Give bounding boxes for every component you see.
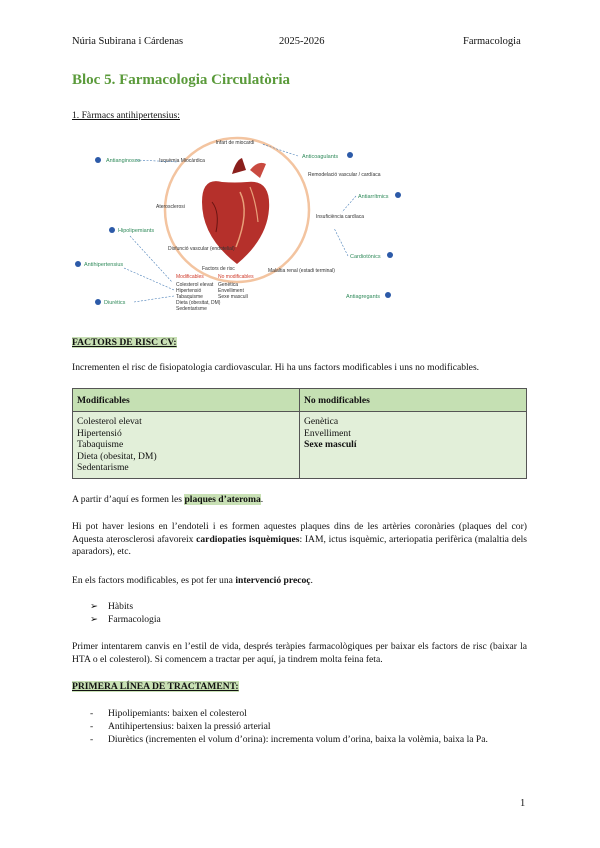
pill-icon: [395, 192, 401, 198]
pill-icon: [95, 157, 101, 163]
list-item: Colesterol elevat: [77, 416, 142, 427]
arrow-bullet-icon: ➢: [90, 614, 99, 625]
arrow-bullet-icon: ➢: [90, 601, 99, 612]
svg-text:Factors de risc: [202, 266, 235, 272]
pill-icon: [109, 227, 115, 233]
svg-text:Hipolipemiants: [118, 228, 154, 234]
svg-text:Sedentarisme: Sedentarisme: [176, 306, 207, 312]
drug-label: Cardiotònics: [350, 254, 381, 260]
paragraph-primer: Primer intentarem canvis en l’estil de vida, després teràpies farmacològiques per baixar els factors de risc (baixar la HTA o el colesterol). Si comencem a tractar per aquí, ja tindrem molta feina feta.: [72, 641, 527, 665]
drug-label: Diurètics: [104, 300, 126, 306]
svg-text:Aterosclerosi: [156, 204, 185, 210]
svg-text:Diurètics: [104, 300, 126, 306]
list-item: ➢ Farmacologia: [90, 614, 161, 625]
pill-icon: [385, 292, 391, 298]
event-label: Isquèmia Miocàrdica: [159, 158, 205, 164]
svg-text:Hipertensió: Hipertensió: [176, 288, 202, 294]
paragraph-plaques: A partir d’aquí es formen les plaques d’ateroma.: [72, 494, 264, 505]
svg-text:Sexe masculí: Sexe masculí: [218, 294, 249, 300]
event-label: Disfunció vascular (endotelial): [168, 246, 235, 252]
event-label: Malaltia renal (estadi terminal): [268, 268, 335, 274]
table-header: No modificables: [300, 389, 527, 412]
event-label: Infart de miocardi: [215, 140, 255, 146]
svg-text:Infart de miocardi: [216, 140, 255, 146]
list-item: Sexe masculí: [304, 439, 357, 450]
pill-icon: [75, 261, 81, 267]
pill-icon: [347, 152, 353, 158]
treatment-list: [90, 707, 488, 746]
svg-text:Isquèmia Miocàrdica: [159, 158, 205, 164]
modifiables-cell: [73, 412, 300, 479]
svg-text:Envelliment: Envelliment: [218, 288, 244, 294]
svg-text:Insuficiència cardíaca: [316, 214, 364, 220]
pill-icon: [95, 299, 101, 305]
list-item: Genètica: [304, 416, 339, 427]
drug-label: Anticoagulants: [302, 154, 339, 160]
event-label: Remodelació vascular / cardíaca: [308, 172, 381, 178]
section-heading-antihipertensius: 1. Fàrmacs antihipertensius:: [72, 110, 180, 121]
list-item: ➢ Hàbits: [90, 601, 134, 612]
svg-text:Anticoagulants: [302, 154, 338, 160]
svg-text:Disfunció vascular (endotelial: [168, 246, 235, 252]
cardiovascular-diagram: [72, 132, 442, 312]
pill-icon: [387, 252, 393, 258]
risk-factors-table: [72, 388, 527, 479]
drug-label: Antiagregants: [346, 294, 380, 300]
list-item: Sedentarisme: [77, 462, 129, 473]
event-label: Insuficiència cardíaca: [316, 214, 365, 220]
svg-text:Remodelació vascular / cardíac: [308, 172, 381, 178]
svg-text:Colesterol elevat: Colesterol elevat: [176, 282, 214, 288]
drug-label: Antiarrítmics: [358, 194, 389, 200]
list-item: Hipertensió: [77, 427, 122, 439]
svg-text:Antiagregants: [346, 294, 380, 300]
list-item: - Antihipertensius: baixen la pressió arterial: [90, 721, 271, 732]
page-title: Bloc 5. Farmacologia Circulatòria: [72, 72, 291, 88]
list-item: - Hipolipemiants: baixen el colesterol: [90, 708, 247, 719]
list-item: Dieta (obesitat, DM): [77, 450, 157, 462]
list-item: Tabaquisme: [77, 439, 124, 450]
non-modifiables-cell: [300, 412, 527, 479]
svg-text:Antiarrítmics: [358, 194, 389, 200]
svg-text:Tabaquisme: Tabaquisme: [176, 294, 203, 300]
header-subject: Farmacologia: [463, 36, 521, 47]
bullet-list: [90, 600, 161, 626]
paragraph-intervencio: En els factors modificables, es pot fer una intervenció precoç.: [72, 575, 313, 586]
factors-heading: FACTORS DE RISC CV:: [72, 337, 177, 348]
list-item: - Diurètics (incrementen el volum d’orina): incrementa volum d’orina, baixa la volèmia, baixa la Pa.: [90, 734, 488, 745]
page-number: 1: [520, 798, 526, 809]
primera-linea-heading: PRIMERA LÍNEA DE TRACTAMENT:: [72, 681, 239, 692]
drug-label: Hipolipemiants: [118, 228, 155, 234]
list-item: Envelliment: [304, 427, 351, 439]
paragraph-lesions: Hi pot haver lesions en l’endoteli i es formen aquestes plaques dins de les artèries coronàries (plaques del cor) Aquesta aterosclerosi afavoreix cardiopaties isquèmiques: IAM, ictus isquèmic, arteriopatia perifèrica (malaltia dels aparadors), etc.: [72, 521, 527, 557]
header-year: 2025-2026: [279, 36, 325, 47]
drug-label: Antianginosos: [106, 158, 141, 164]
table-header: Modificables: [73, 389, 300, 412]
svg-text:No modificables: No modificables: [218, 274, 254, 280]
drug-label: Antihipertensius: [84, 262, 124, 268]
event-label: Factors de risc: [202, 266, 235, 272]
header-author: Núria Subirana i Cárdenas: [72, 36, 184, 47]
svg-text:Cardiotònics: [350, 254, 381, 260]
svg-text:Dieta (obesitat, DM): Dieta (obesitat, DM): [176, 300, 221, 306]
factors-intro: Incrementen el risc de fisiopatologia cardiovascular. Hi ha uns factors modificables i uns no modificables.: [72, 362, 480, 373]
svg-text:Genètica: Genètica: [218, 282, 239, 288]
svg-text:Antianginosos: [106, 158, 141, 164]
svg-text:Modificables: Modificables: [176, 274, 204, 280]
event-label: Aterosclerosi: [156, 204, 185, 210]
svg-text:Antihipertensius: [84, 262, 123, 268]
svg-text:Malaltia renal (estadi termina: [268, 268, 335, 274]
